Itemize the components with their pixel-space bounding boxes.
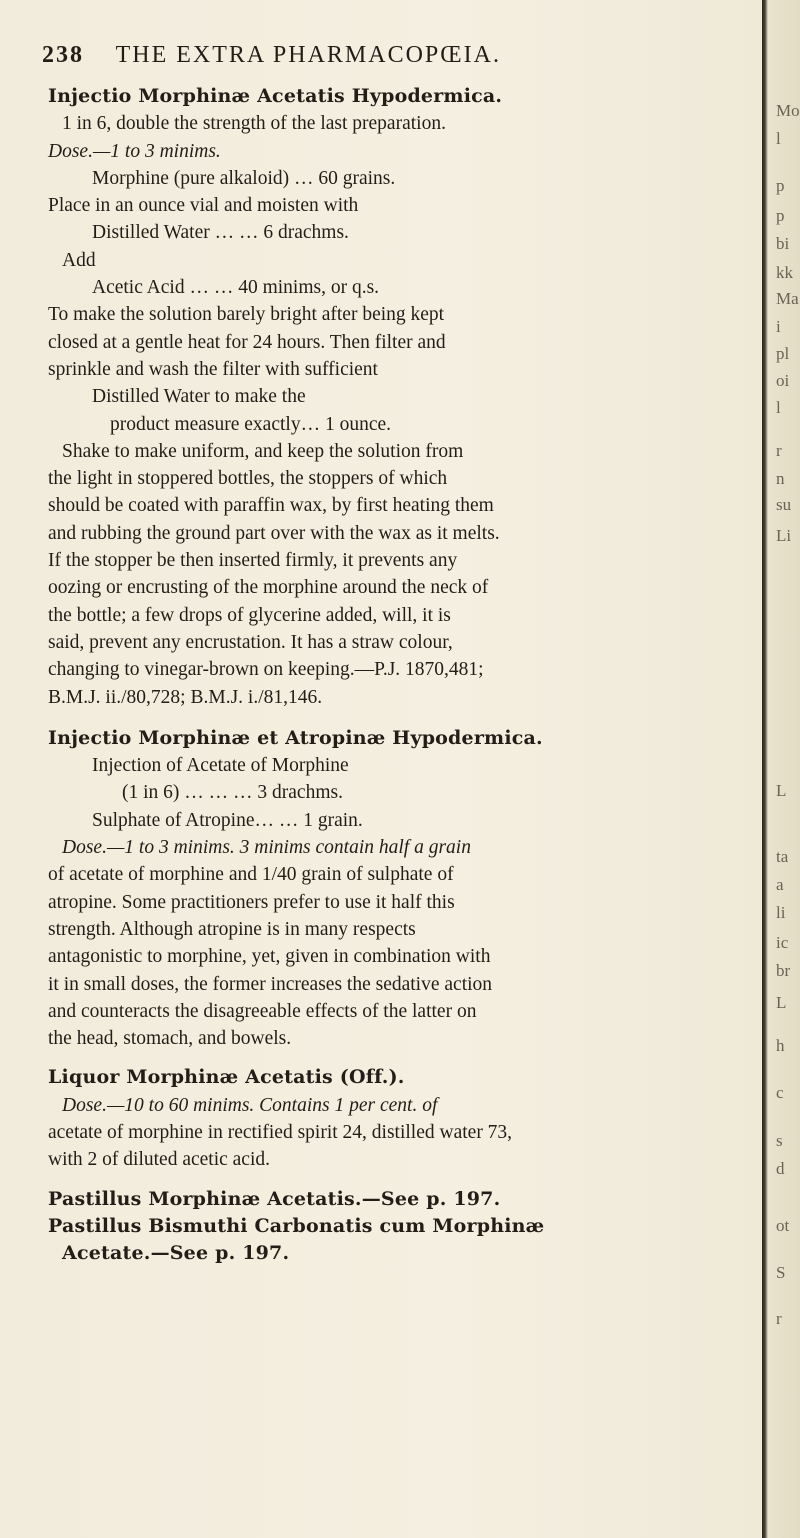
text-line: and rubbing the ground part over with the wax as it melts. (48, 522, 500, 544)
bleed-fragment: n (776, 469, 785, 488)
bleed-fragment: br (776, 961, 791, 980)
bleed-fragment: s (776, 1131, 783, 1150)
dose-line: Dose.—10 to 60 minims. Contains 1 per cent. of (62, 1094, 438, 1116)
text-line: the bottle; a few drops of glycerine added, will, it is (48, 604, 451, 626)
bleed-fragment: pl (776, 344, 790, 363)
bleed-fragment: oi (776, 371, 790, 390)
bleed-fragment: ta (776, 847, 789, 866)
bleed-fragment: p (776, 206, 785, 225)
section-title-cont: Acetate.—See p. 197. (62, 1242, 290, 1265)
bleed-fragment: r (776, 1309, 782, 1328)
bleed-fragment: l (776, 129, 781, 148)
ingredient-line: Injection of Acetate of Morphine (92, 755, 349, 777)
bleed-fragment: h (776, 1036, 785, 1055)
text-line: with 2 of diluted acetic acid. (48, 1149, 271, 1171)
text-line: To make the solution barely bright after being kept (48, 304, 445, 326)
bleed-fragment: L (776, 781, 787, 800)
ingredient-line: (1 in 6) … … … 3 drachms. (122, 782, 343, 804)
dose-line: Dose.—1 to 3 minims. 3 minims contain half a grain (62, 837, 471, 859)
bleed-fragment: r (776, 441, 782, 460)
text-line: atropine. Some practitioners prefer to use it half this (48, 891, 455, 913)
running-title: THE EXTRA PHARMACOPŒIA. (115, 42, 501, 68)
text-line: it in small doses, the former increases the sedative action (48, 973, 493, 995)
section-title: Liquor Morphinæ Acetatis (Off.). (48, 1066, 405, 1089)
bleed-fragment: kk (776, 263, 793, 282)
bleed-fragment: su (776, 495, 792, 514)
text-line: and counteracts the disagreeable effects of the latter on (48, 1000, 477, 1022)
bleed-fragment: c (776, 1083, 784, 1102)
text-line: Add (62, 249, 96, 271)
ingredient-line: Morphine (pure alkaloid) … 60 grains. (92, 167, 396, 189)
bleed-fragment: a (776, 875, 784, 894)
text-line: Shake to make uniform, and keep the solution from (62, 440, 464, 462)
ingredient-line: Acetic Acid … … 40 minims, or q.s. (92, 277, 380, 299)
bleed-fragment: L (776, 993, 787, 1012)
section-title: Pastillus Morphinæ Acetatis.—See p. 197. (48, 1187, 501, 1210)
text-line: 1 in 6, double the strength of the last preparation. (62, 113, 446, 135)
bleed-fragment: ot (776, 1216, 790, 1235)
text-line: oozing or encrusting of the morphine around the neck of (48, 577, 489, 599)
spacer (48, 711, 750, 725)
text-line: acetate of morphine in rectified spirit 24, distilled water 73, (48, 1121, 513, 1143)
ingredient-line: Distilled Water to make the (92, 386, 306, 408)
text-line: of acetate of morphine and 1/40 grain of sulphate of (48, 864, 454, 886)
ingredient-line: Sulphate of Atropine… … 1 grain. (92, 809, 363, 831)
section-title: Pastillus Bismuthi Carbonatis cum Morphinæ (48, 1214, 545, 1237)
facing-page-bleed (774, 0, 800, 1538)
text-line: antagonistic to morphine, yet, given in combination with (48, 946, 491, 968)
section-title: Injectio Morphinæ Acetatis Hypodermica. (48, 85, 503, 107)
bleed-fragment: l (776, 398, 781, 417)
text-line: changing to vinegar-brown on keeping.—P.J. 1870,481; (48, 659, 484, 681)
spacer (48, 1174, 750, 1186)
reference-line: B.M.J. ii./80,728; B.M.J. i./81,146. (48, 686, 323, 708)
text-line: strength. Although atropine is in many respects (48, 918, 416, 940)
bleed-fragment: Ma (776, 289, 799, 308)
bleed-fragment: i (776, 317, 781, 336)
text-line: If the stopper be then inserted firmly, it prevents any (48, 550, 458, 572)
ingredient-line: Distilled Water … … 6 drachms. (92, 222, 349, 244)
bleed-fragment: d (776, 1159, 785, 1178)
bleed-fragment: p (776, 176, 785, 195)
page-header (42, 40, 742, 70)
bleed-fragment: ic (776, 933, 789, 952)
text-line: should be coated with paraffin wax, by first heating them (48, 495, 494, 517)
bleed-fragment: S (776, 1263, 786, 1282)
text-line: said, prevent any encrustation. It has a straw colour, (48, 631, 453, 653)
bleed-fragment: bi (776, 234, 790, 253)
ingredient-line: product measure exactly… 1 ounce. (110, 413, 392, 435)
text-line: the light in stoppered bottles, the stoppers of which (48, 468, 448, 490)
text-line: the head, stomach, and bowels. (48, 1028, 292, 1050)
page-number: 238 (42, 42, 84, 68)
page-body (48, 83, 750, 1267)
text-line: closed at a gentle heat for 24 hours. Then filter and (48, 331, 446, 353)
dose-line: Dose.—1 to 3 minims. (48, 140, 221, 162)
bleed-fragment: Li (776, 526, 792, 545)
bleed-fragment: li (776, 903, 786, 922)
bleed-fragment: Mo (776, 101, 800, 120)
text-line: sprinkle and wash the filter with sufficient (48, 358, 378, 380)
section-title: Injectio Morphinæ et Atropinæ Hypodermica. (48, 726, 543, 749)
text-line: Place in an ounce vial and moisten with (48, 195, 359, 217)
spacer (48, 1052, 750, 1064)
